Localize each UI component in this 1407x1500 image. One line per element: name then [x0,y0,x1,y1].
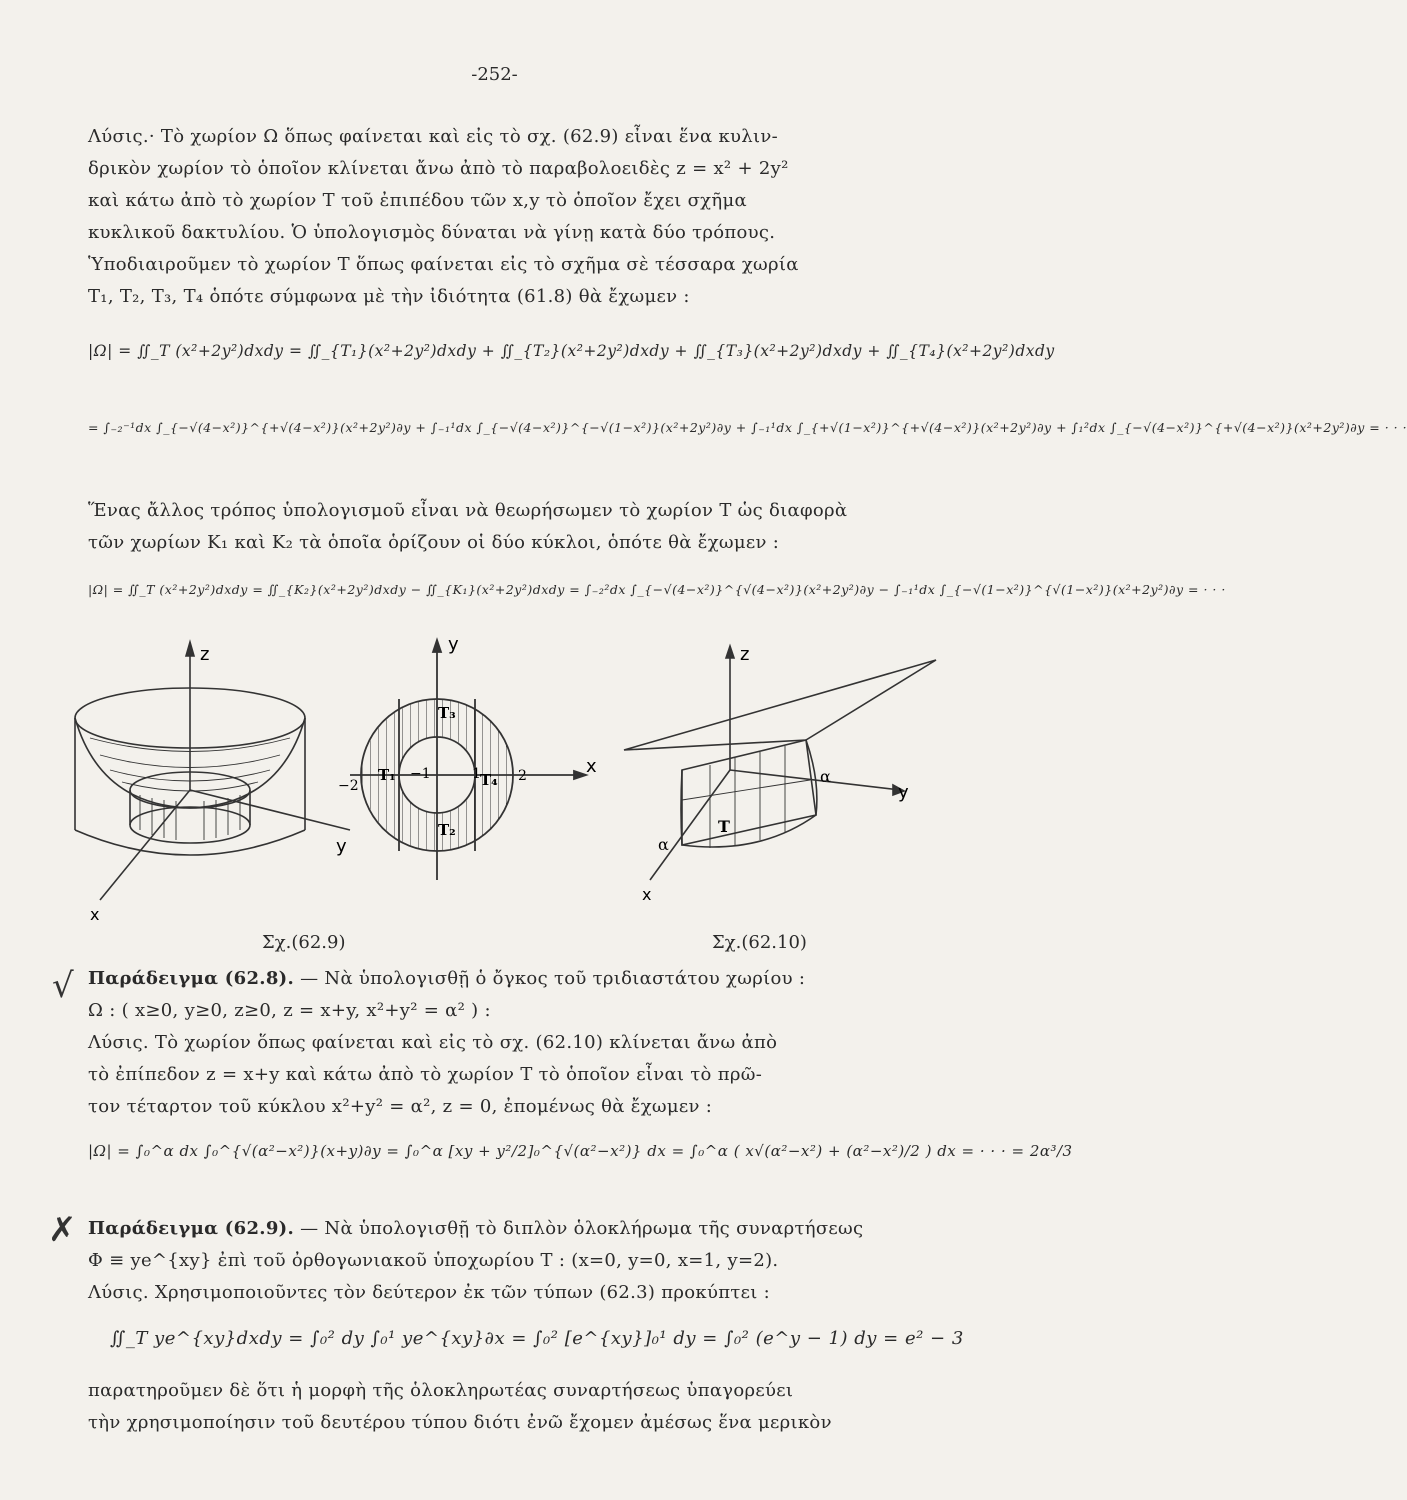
text-line: Ω : ( x≥0, y≥0, z≥0, z = x+y, x²+y² = α² ) : [88,1000,491,1021]
figure-cylinder-paraboloid [60,630,360,930]
equation-double-integral: ∬_T ye^{xy}dxdy = ∫₀² dy ∫₀¹ ye^{xy}∂x = ∫₀² [e^{xy}]₀¹ dy = ∫₀² (e^y − 1) dy = e² − 3 [110,1328,964,1349]
example-heading [88,1218,958,1239]
equation-difference: |Ω| = ∬_T (x²+2y²)dxdy = ∬_{K₂}(x²+2y²)dxdy − ∬_{K₁}(x²+2y²)dxdy = ∫₋₂²dx ∫_{−√(4−x²)}^{√(4−x²)}(x²+2y²)∂y − ∫₋₁¹dx ∫_{−√(1−x²)}^{√(1−x²)}(x²+2y²)∂y = · · · [88,582,1226,597]
tick-label: −2 [338,778,359,794]
example-title: Παράδειγμα (62.9). [88,1218,295,1239]
equation-iterated-split: = ∫₋₂⁻¹dx ∫_{−√(4−x²)}^{+√(4−x²)}(x²+2y²)∂y + ∫₋₁¹dx ∫_{−√(4−x²)}^{−√(1−x²)}(x²+2y²)∂y + ∫₋₁¹dx ∫_{+√(1−x²)}^{+√(4−x²)}(x²+2y²)∂y + ∫₁²dx ∫_{−√(4−x²)}^{+√(4−x²)}(x²+2y²)∂y = · · · [88,420,1407,435]
arrowhead-icon [186,642,194,656]
text-line: τῶν χωρίων K₁ καὶ K₂ τὰ ὁποῖα ὁρίζουν οἱ δύο κύκλοι, ὁπότε θὰ ἔχωμεν : [88,532,780,553]
edge-label-alpha: α [658,835,669,854]
text-line: κυκλικοῦ δακτυλίου. Ὁ ὑπολογισμὸς δύναται νὰ γίνῃ κατὰ δύο τρόπους. [88,222,776,243]
axis-label-y: y [898,782,909,803]
region-label-T: T [718,817,730,836]
text-line: Ὑποδιαιροῦμεν τὸ χωρίον T ὅπως φαίνεται εἰς τὸ σχῆμα σὲ τέσσαρα χωρία [88,254,799,275]
text-line: καὶ κάτω ἀπὸ τὸ χωρίον T τοῦ ἐπιπέδου τῶν x,y τὸ ὁποῖον ἔχει σχῆμα [88,190,747,211]
axis-label-x: x [642,885,652,904]
example-statement: — Νὰ ὑπολογισθῇ τὸ διπλὸν ὁλοκλήρωμα τῆς συναρτήσεως [300,1218,864,1239]
text-line: παρατηροῦμεν δὲ ὅτι ἡ μορφὴ τῆς ὁλοκληρωτέας συναρτήσεως ὑπαγορεύει [88,1380,794,1401]
text-line: δρικὸν χωρίον τὸ ὁποῖον κλίνεται ἄνω ἀπὸ τὸ παραβολοειδὲς z = x² + 2y² [88,158,789,179]
text-line: Λύσις. Χρησιμοποιοῦντες τὸν δεύτερον ἐκ τῶν τύπων (62.3) προκύπτει : [88,1282,770,1303]
tick-label: 2 [518,768,527,784]
example-heading [88,968,958,989]
region-label-t3: T₃ [438,704,456,722]
axis-label-z: z [200,644,210,665]
text-line: τον τέταρτον τοῦ κύκλου x²+y² = α², z = 0, ἐπομένως θὰ ἔχωμεν : [88,1096,713,1117]
handwritten-cross-mark: ✗ [48,1210,77,1250]
handwritten-check-mark: √ [52,966,74,1006]
ring-axis-x: x [586,756,597,777]
axis-label-x: x [90,905,100,924]
ring-axis-y: y [448,634,459,655]
text-line: T₁, T₂, T₃, T₄ ὁπότε σύμφωνα μὲ τὴν ἰδιότητα (61.8) θὰ ἔχωμεν : [88,286,690,307]
axis-y-line [190,790,350,830]
text-line: Λύσις. Τὸ χωρίον ὅπως φαίνεται καὶ εἰς τὸ σχ. (62.10) κλίνεται ἄνω ἀπὸ [88,1032,778,1053]
example-statement: — Νὰ ὑπολογισθῇ ὁ ὄγκος τοῦ τριδιαστάτου χωρίου : [300,968,806,989]
figure-caption: Σχ.(62.9) [262,932,346,953]
tick-label: −1 [410,766,431,782]
text-line: τὴν χρησιμοποίησιν τοῦ δευτέρου τύπου διότι ἐνῶ ἔχομεν ἀμέσως ἕνα μερικὸν [88,1412,832,1433]
text-line: Φ ≡ ye^{xy} ἐπὶ τοῦ ὀρθογωνιακοῦ ὑποχωρίου T : (x=0, y=0, x=1, y=2). [88,1250,779,1271]
equation-volume-split: |Ω| = ∬_T (x²+2y²)dxdy = ∬_{T₁}(x²+2y²)dxdy + ∬_{T₂}(x²+2y²)dxdy + ∬_{T₃}(x²+2y²)dxdy + ∬_{T₄}(x²+2y²)dxdy [88,342,1055,360]
figure-wedge-region [610,640,950,910]
figure-caption: Σχ.(62.10) [712,932,807,953]
axis-label-z: z [740,644,750,665]
tick-label: 1 [472,766,481,782]
region-label-t4: T₄ [480,771,498,789]
edge-label-alpha: α [820,767,831,786]
text-line: Ἕνας ἄλλος τρόπος ὑπολογισμοῦ εἶναι νὰ θεωρήσωμεν τὸ χωρίον T ὡς διαφορὰ [88,500,848,521]
text-line: τὸ ἐπίπεδον z = x+y καὶ κάτω ἀπὸ τὸ χωρίον T τὸ ὁποῖον εἶναι τὸ πρῶ- [88,1064,763,1085]
page-number: -252- [471,64,518,85]
text-line: Λύσις.· Τὸ χωρίον Ω ὅπως φαίνεται καὶ εἰς τὸ σχ. (62.9) εἶναι ἕνα κυλιν- [88,126,778,147]
example-title: Παράδειγμα (62.8). [88,968,295,989]
region-label-t1: T₁ [378,766,396,784]
region-label-t2: T₂ [438,821,456,839]
equation-wedge-volume: |Ω| = ∫₀^α dx ∫₀^{√(α²−x²)}(x+y)∂y = ∫₀^α [xy + y²/2]₀^{√(α²−x²)} dx = ∫₀^α ( x√(α²−x²) + (α²−x²)/2 ) dx = · · · = 2α³/3 [88,1142,1073,1160]
figure-annulus-regions [330,630,600,900]
